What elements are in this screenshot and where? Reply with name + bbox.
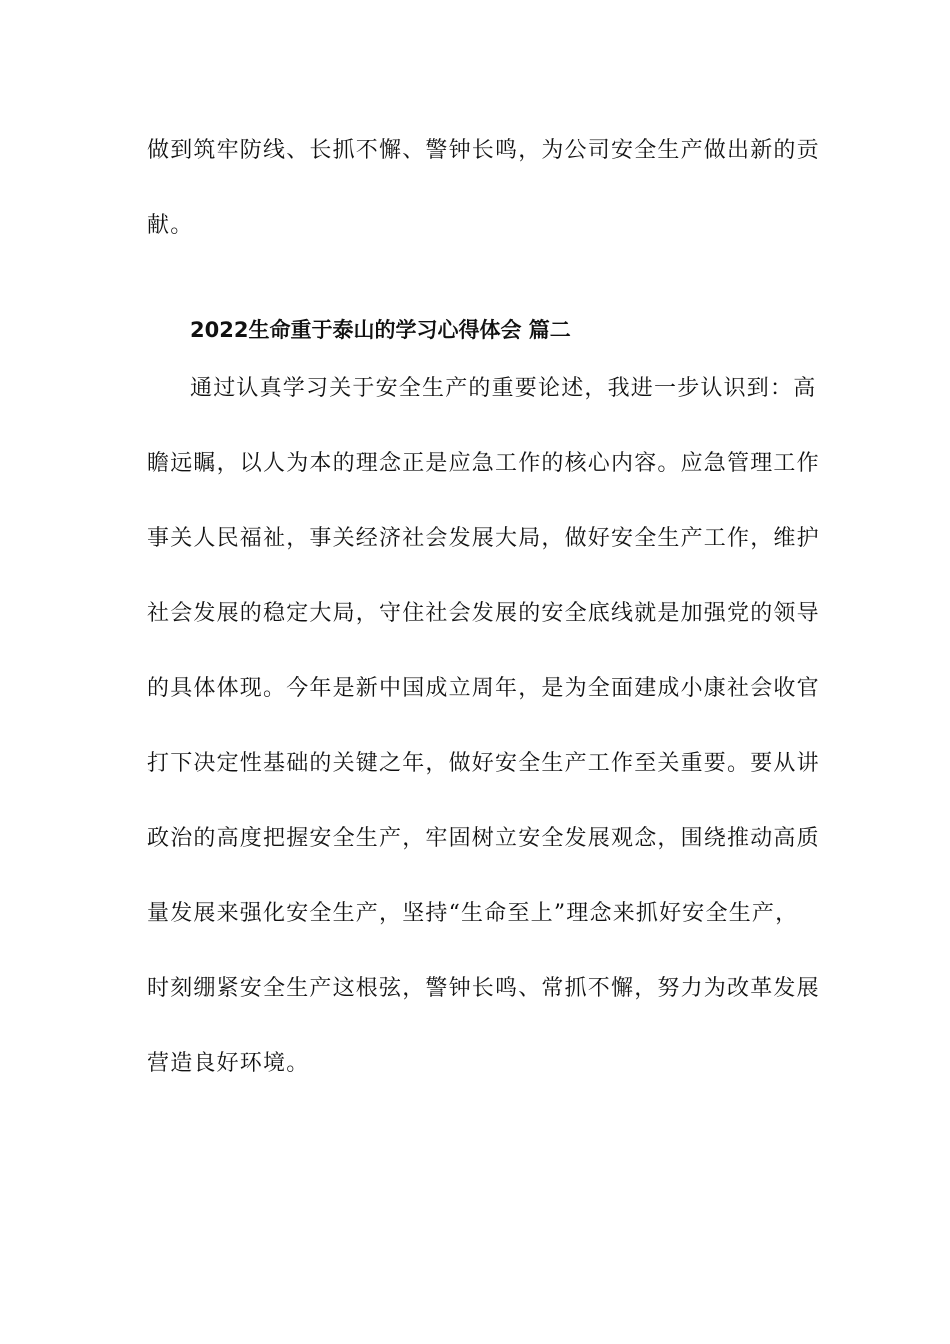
paragraph-line: 时刻绷紧安全生产这根弦，警钟长鸣、常抓不懈，努力为改革发展 xyxy=(147,976,820,1001)
paragraph-line: 做到筑牢防线、长抓不懈、警钟长鸣，为公司安全生产做出新的贡 xyxy=(147,138,820,163)
paragraph-line: 的具体体现。今年是新中国成立周年，是为全面建成小康社会收官 xyxy=(147,676,820,701)
paragraph-line: 量发展来强化安全生产，坚持“生命至上”理念来抓好安全生产， xyxy=(147,901,799,926)
paragraph-line: 通过认真学习关于安全生产的重要论述，我进一步认识到：高 xyxy=(190,376,817,401)
paragraph-line: 打下决定性基础的关键之年，做好安全生产工作至关重要。要从讲 xyxy=(147,751,820,776)
paragraph-line: 事关人民福祉，事关经济社会发展大局，做好安全生产工作，维护 xyxy=(147,526,820,551)
section-heading: 2022生命重于泰山的学习心得体会 篇二 xyxy=(190,318,571,342)
paragraph-line: 瞻远瞩，以人为本的理念正是应急工作的核心内容。应急管理工作 xyxy=(147,451,820,476)
paragraph-line: 政治的高度把握安全生产，牢固树立安全发展观念，围绕推动高质 xyxy=(147,826,820,851)
paragraph-line: 营造良好环境。 xyxy=(147,1051,310,1076)
paragraph-line: 社会发展的稳定大局，守住社会发展的安全底线就是加强党的领导 xyxy=(147,601,820,626)
paragraph-line: 献。 xyxy=(147,213,194,238)
